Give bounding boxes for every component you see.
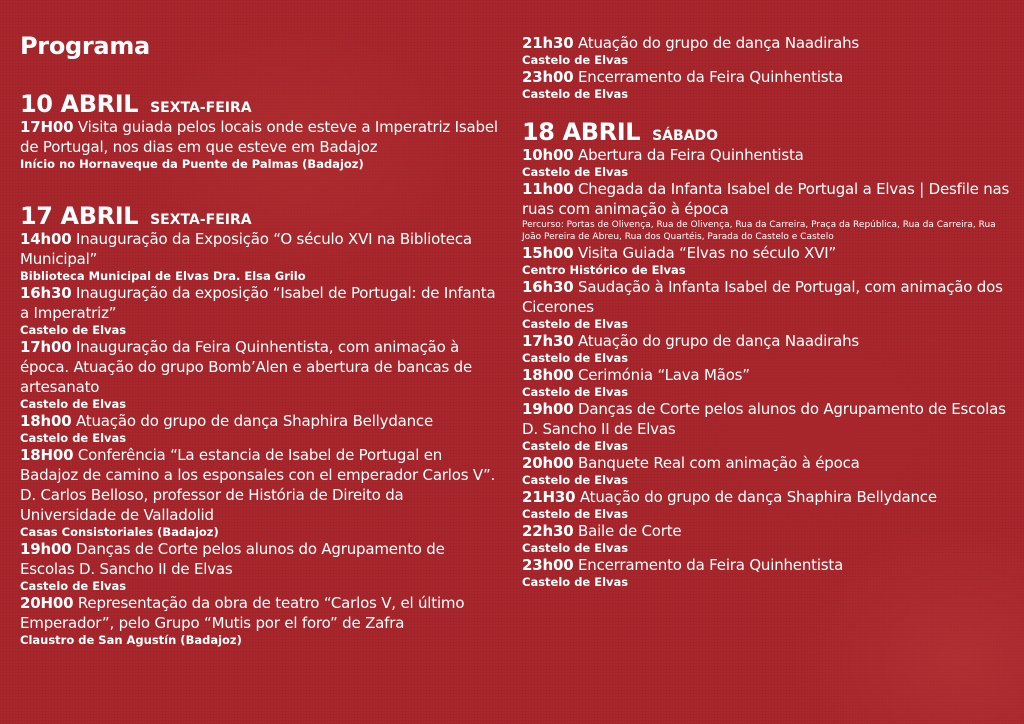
day-heading-18-abril: 18 ABRIL SÁBADO <box>522 118 719 146</box>
event-location: Castelo de Elvas <box>522 541 629 555</box>
event-item: 18h00 Cerimónia “Lava Mãos” Castelo de Elvas <box>522 365 1012 399</box>
event-item: 20H00 Representação da obra de teatro “Carlos V, el último Emperador”, pelo Grupo “Mutis por el foro” de Zafra Claustro de San Agustín (Badajoz) <box>20 593 502 647</box>
event-location: Claustro de San Agustín (Badajoz) <box>20 633 242 647</box>
event-list <box>522 145 1012 589</box>
event-list-continued <box>522 33 1012 101</box>
event-item: 17h30 Atuação do grupo de dança Naadirahs Castelo de Elvas <box>522 331 1012 365</box>
event-location: Castelo de Elvas <box>522 385 629 399</box>
event-location: Castelo de Elvas <box>522 473 629 487</box>
event-item: 17H00 Visita guiada pelos locais onde esteve a Imperatriz Isabel de Portugal, nos dias em que esteve em Badajoz Início no Hornaveque da Puente de Palmas (Badajoz) <box>20 117 502 171</box>
day-heading-10-abril: 10 ABRIL SEXTA-FEIRA <box>20 90 252 118</box>
event-item: 19h00 Danças de Corte pelos alunos do Agrupamento de Escolas D. Sancho II de Elvas Castelo de Elvas <box>20 539 502 593</box>
event-item: 21H30 Atuação do grupo de dança Shaphira Bellydance Castelo de Elvas <box>522 487 1012 521</box>
event-location: Castelo de Elvas <box>20 431 127 445</box>
event-location: Castelo de Elvas <box>522 575 629 589</box>
day-heading-17-abril: 17 ABRIL SEXTA-FEIRA <box>20 202 252 230</box>
event-item: 10h00 Abertura da Feira Quinhentista Castelo de Elvas <box>522 145 1012 179</box>
event-item: 18H00 Conferência “La estancia de Isabel de Portugal en Badajoz de camino a los esponsales con el emperador Carlos V”. D. Carlos Belloso, professor de História de Direito da Universidade de Valladolid Casas Consistoriales (Badajoz) <box>20 445 502 539</box>
event-item: 22h30 Baile de Corte Castelo de Elvas <box>522 521 1012 555</box>
event-location: Castelo de Elvas <box>20 323 127 337</box>
event-item: 16h30 Saudação à Infanta Isabel de Portugal, com animação dos Cicerones Castelo de Elvas <box>522 277 1012 331</box>
event-location: Castelo de Elvas <box>20 579 127 593</box>
event-item: 16h30 Inauguração da exposição “Isabel de Portugal: de Infanta a Imperatriz” Castelo de Elvas <box>20 283 502 337</box>
event-location: Castelo de Elvas <box>20 397 127 411</box>
event-location: Casas Consistoriales (Badajoz) <box>20 525 219 539</box>
event-location: Castelo de Elvas <box>522 165 629 179</box>
event-location: Início no Hornaveque da Puente de Palmas (Badajoz) <box>20 157 364 171</box>
event-item: 23h00 Encerramento da Feira Quinhentista Castelo de Elvas <box>522 67 1012 101</box>
event-location: Castelo de Elvas <box>522 507 629 521</box>
event-item: 20h00 Banquete Real com animação à época Castelo de Elvas <box>522 453 1012 487</box>
event-location: Centro Histórico de Elvas <box>522 263 686 277</box>
event-item: 11h00 Chegada da Infanta Isabel de Portugal a Elvas | Desfile nas ruas com animação à época Percurso: Portas de Olivença, Rua de Olivença, Rua da Carreira, Praça da República, Rua da Carreira, Rua João Pereira de Abreu, Rua dos Quartéis, Parada do Castelo e Castelo <box>522 179 1012 243</box>
event-location: Castelo de Elvas <box>522 53 629 67</box>
event-location: Castelo de Elvas <box>522 87 629 101</box>
event-location: Castelo de Elvas <box>522 351 629 365</box>
event-item: 21h30 Atuação do grupo de dança Naadirahs Castelo de Elvas <box>522 33 1012 67</box>
event-location: Castelo de Elvas <box>522 439 629 453</box>
event-item: 19h00 Danças de Corte pelos alunos do Agrupamento de Escolas D. Sancho II de Elvas Castelo de Elvas <box>522 399 1012 453</box>
page-title: Programa <box>20 32 150 60</box>
event-item: 14h00 Inauguração da Exposição “O século XVI na Biblioteca Municipal” Biblioteca Municipal de Elvas Dra. Elsa Grilo <box>20 229 502 283</box>
event-item: 18h00 Atuação do grupo de dança Shaphira Bellydance Castelo de Elvas <box>20 411 502 445</box>
event-route-note: Percurso: Portas de Olivença, Rua de Olivença, Rua da Carreira, Praça da República, Rua da Carreira, Rua João Pereira de Abreu, Rua dos Quartéis, Parada do Castelo e Castelo <box>522 220 996 242</box>
event-item: 23h00 Encerramento da Feira Quinhentista Castelo de Elvas <box>522 555 1012 589</box>
event-location: Castelo de Elvas <box>522 317 629 331</box>
event-list <box>20 229 502 647</box>
event-location: Biblioteca Municipal de Elvas Dra. Elsa Grilo <box>20 269 306 283</box>
event-item: 17h00 Inauguração da Feira Quinhentista, com animação à época. Atuação do grupo Bomb’Alen e abertura de bancas de artesanato Castelo de Elvas <box>20 337 502 411</box>
event-item: 15h00 Visita Guiada “Elvas no século XVI” Centro Histórico de Elvas <box>522 243 1012 277</box>
